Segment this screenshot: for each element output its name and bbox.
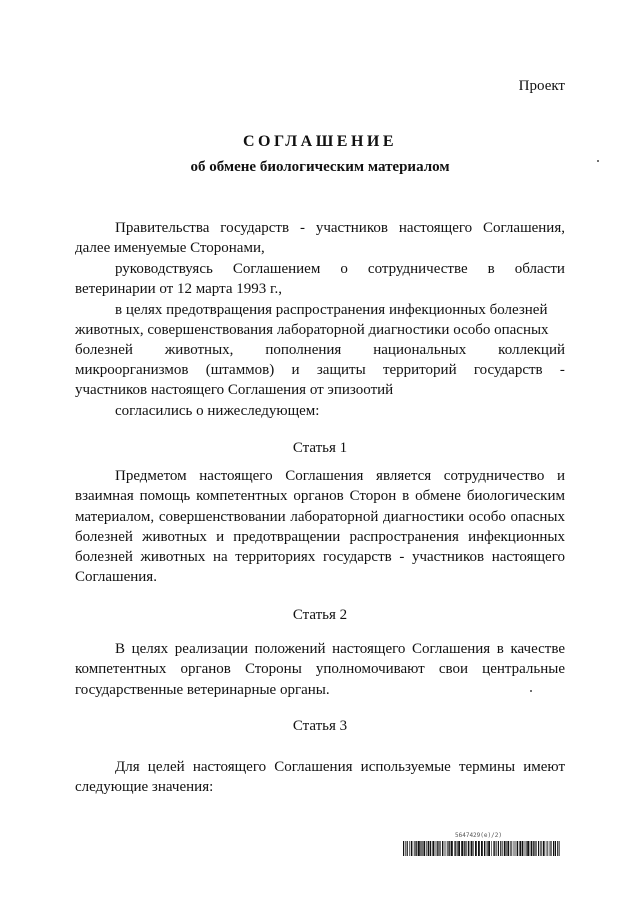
preamble-word: коллекций xyxy=(498,342,565,358)
barcode-bar xyxy=(416,841,417,856)
barcode-bar xyxy=(502,841,503,856)
barcode-bar xyxy=(437,841,438,856)
preamble-word: сотрудничестве xyxy=(367,261,468,277)
barcode-bar xyxy=(484,841,485,856)
barcode-bar xyxy=(447,841,448,856)
article-1-heading: Статья 1 xyxy=(292,440,348,456)
preamble-paragraph-3-line-5: участников настоящего Соглашения от эпизоотий xyxy=(75,382,394,398)
preamble-word: - xyxy=(559,362,565,378)
barcode-bar xyxy=(471,841,473,856)
barcode-bar xyxy=(465,841,466,856)
preamble-paragraph-3-line-4 xyxy=(75,360,565,380)
document-subtitle: об обмене биологическим материалом xyxy=(190,159,450,175)
preamble-paragraph-3-line-1: в целях предотвращения распространения инфекционных болезней xyxy=(115,302,548,318)
barcode-bar xyxy=(550,841,551,856)
barcode-bar xyxy=(470,841,471,856)
preamble-word: болезней xyxy=(75,342,133,358)
preamble-word: защиты xyxy=(316,362,366,378)
preamble-word: животных, xyxy=(164,342,234,358)
barcode-bar xyxy=(418,841,420,856)
barcode-bar xyxy=(515,841,516,856)
barcode-bar xyxy=(486,841,487,856)
article-3-text: Для целей настоящего Соглашения используемые термины имеют следующие значения: xyxy=(75,759,565,796)
barcode-bar xyxy=(435,841,436,856)
barcode-bar xyxy=(411,841,412,856)
barcode-bar xyxy=(530,841,531,856)
barcode-bar xyxy=(422,841,423,856)
barcode-bar xyxy=(522,841,523,856)
preamble-paragraph-2-line-2: ветеринарии от 12 марта 1993 г., xyxy=(75,281,282,297)
barcode-bar xyxy=(533,841,534,856)
barcode-bar xyxy=(458,841,460,856)
barcode-bar xyxy=(525,841,526,856)
barcode-bar xyxy=(442,841,443,856)
barcode-bar xyxy=(444,841,445,856)
preamble-word: и xyxy=(291,362,300,378)
barcode-bar xyxy=(538,841,539,856)
preamble-word: о xyxy=(340,261,348,277)
preamble-word: руководствуясь xyxy=(115,261,213,277)
barcode-bar xyxy=(547,841,548,856)
article-2-heading: Статья 2 xyxy=(292,607,348,623)
barcode-bar xyxy=(491,841,492,856)
barcode-bar xyxy=(496,841,497,856)
barcode-bar xyxy=(557,841,558,856)
barcode-bar xyxy=(524,841,525,856)
barcode-bar xyxy=(517,841,518,856)
barcode-bar xyxy=(487,841,488,856)
barcode-bar xyxy=(440,841,441,856)
barcode-bar xyxy=(498,841,499,856)
barcode-bar xyxy=(428,841,430,856)
barcode-bar xyxy=(494,841,495,856)
preamble-paragraph-3-line-2: животных, совершенствования лабораторной диагностики особо опасных xyxy=(75,322,549,338)
barcode-bar xyxy=(546,841,547,856)
barcode-bar xyxy=(457,841,458,856)
barcode-bar xyxy=(549,841,550,856)
barcode-bar xyxy=(516,841,517,856)
barcode-bar xyxy=(531,841,532,856)
article-3-heading: Статья 3 xyxy=(292,718,348,734)
preamble-word: (штаммов) xyxy=(205,362,275,378)
document-title: СОГЛАШЕНИЕ xyxy=(242,133,398,150)
preamble-paragraph-3-line-3 xyxy=(75,340,565,360)
barcode-bar xyxy=(403,841,404,856)
barcode-bar xyxy=(519,841,521,856)
barcode-bar xyxy=(449,841,450,856)
barcode-bar xyxy=(527,841,529,856)
barcode-bar xyxy=(438,841,439,856)
barcode-bar xyxy=(454,841,455,856)
barcode-bar xyxy=(551,841,552,856)
draft-label: Проект xyxy=(518,78,565,94)
barcode-code: 5647429(e)/2) xyxy=(455,832,502,839)
barcode-bar xyxy=(420,841,421,856)
barcode-bar xyxy=(451,841,453,856)
article-1-text: Предметом настоящего Соглашения является сотрудничество и взаимная помощь компетентных органов Сторон в обмене биологическим материалом, совершенствовании лабораторной диагностики особо опасных болезней животных и предотвращении распространения инфекционных болезней животных на территориях государств - участников настоящего Соглашения. xyxy=(75,468,565,586)
barcode-bar xyxy=(526,841,527,856)
barcode-bar xyxy=(464,841,465,856)
barcode-bar xyxy=(493,841,494,856)
barcode-bar xyxy=(405,841,406,856)
barcode-bar xyxy=(481,841,483,856)
preamble-paragraph-2-line-1 xyxy=(75,259,565,279)
barcode-bar xyxy=(534,841,535,856)
barcode-bar xyxy=(478,841,480,856)
preamble-word: территорий xyxy=(382,362,457,378)
scan-speck xyxy=(597,160,599,162)
barcode-bar xyxy=(543,841,545,856)
barcode-bar xyxy=(430,841,431,856)
barcode-bar xyxy=(407,841,408,856)
scan-speck xyxy=(530,690,532,692)
barcode-bar xyxy=(536,841,537,856)
barcode-bar xyxy=(455,841,456,856)
article-2-text: В целях реализации положений настоящего Соглашения в качестве компетентных органов Стороны уполномочивают свои центральные государственные ветеринарные органы. xyxy=(75,641,565,698)
barcode-bar xyxy=(555,841,556,856)
barcode-bar xyxy=(423,841,425,856)
preamble-paragraph-4: согласились о нижеследующем: xyxy=(115,403,320,419)
barcode-bar xyxy=(513,841,514,856)
preamble-word: в xyxy=(487,261,495,277)
preamble-word: области xyxy=(514,261,565,277)
barcode-image xyxy=(403,841,560,856)
barcode-bar xyxy=(488,841,490,856)
barcode-bar xyxy=(504,841,506,856)
preamble-word: Соглашением xyxy=(232,261,321,277)
barcode-bar xyxy=(414,841,415,856)
barcode-bar xyxy=(461,841,463,856)
barcode-bar xyxy=(432,841,434,856)
barcode-bar xyxy=(506,841,507,856)
barcode-bar xyxy=(475,841,477,856)
preamble-paragraph-1: Правительства государств - участников настоящего Соглашения, далее именуемые Сторонами, xyxy=(75,220,565,257)
preamble-word: национальных xyxy=(373,342,467,358)
barcode-bar xyxy=(409,841,410,856)
barcode-bar xyxy=(500,841,501,856)
preamble-word: микроорганизмов xyxy=(75,362,189,378)
barcode-bar xyxy=(468,841,469,856)
barcode-bar xyxy=(540,841,541,856)
barcode-bar xyxy=(446,841,447,856)
preamble-word: государств xyxy=(473,362,543,378)
barcode-bar xyxy=(507,841,509,856)
barcode-bar xyxy=(510,841,511,856)
barcode-bar xyxy=(553,841,554,856)
preamble-word: пополнения xyxy=(265,342,342,358)
barcode-bar xyxy=(473,841,474,856)
barcode-bar xyxy=(413,841,414,856)
barcode-bar xyxy=(426,841,427,856)
barcode-bar xyxy=(559,841,560,856)
